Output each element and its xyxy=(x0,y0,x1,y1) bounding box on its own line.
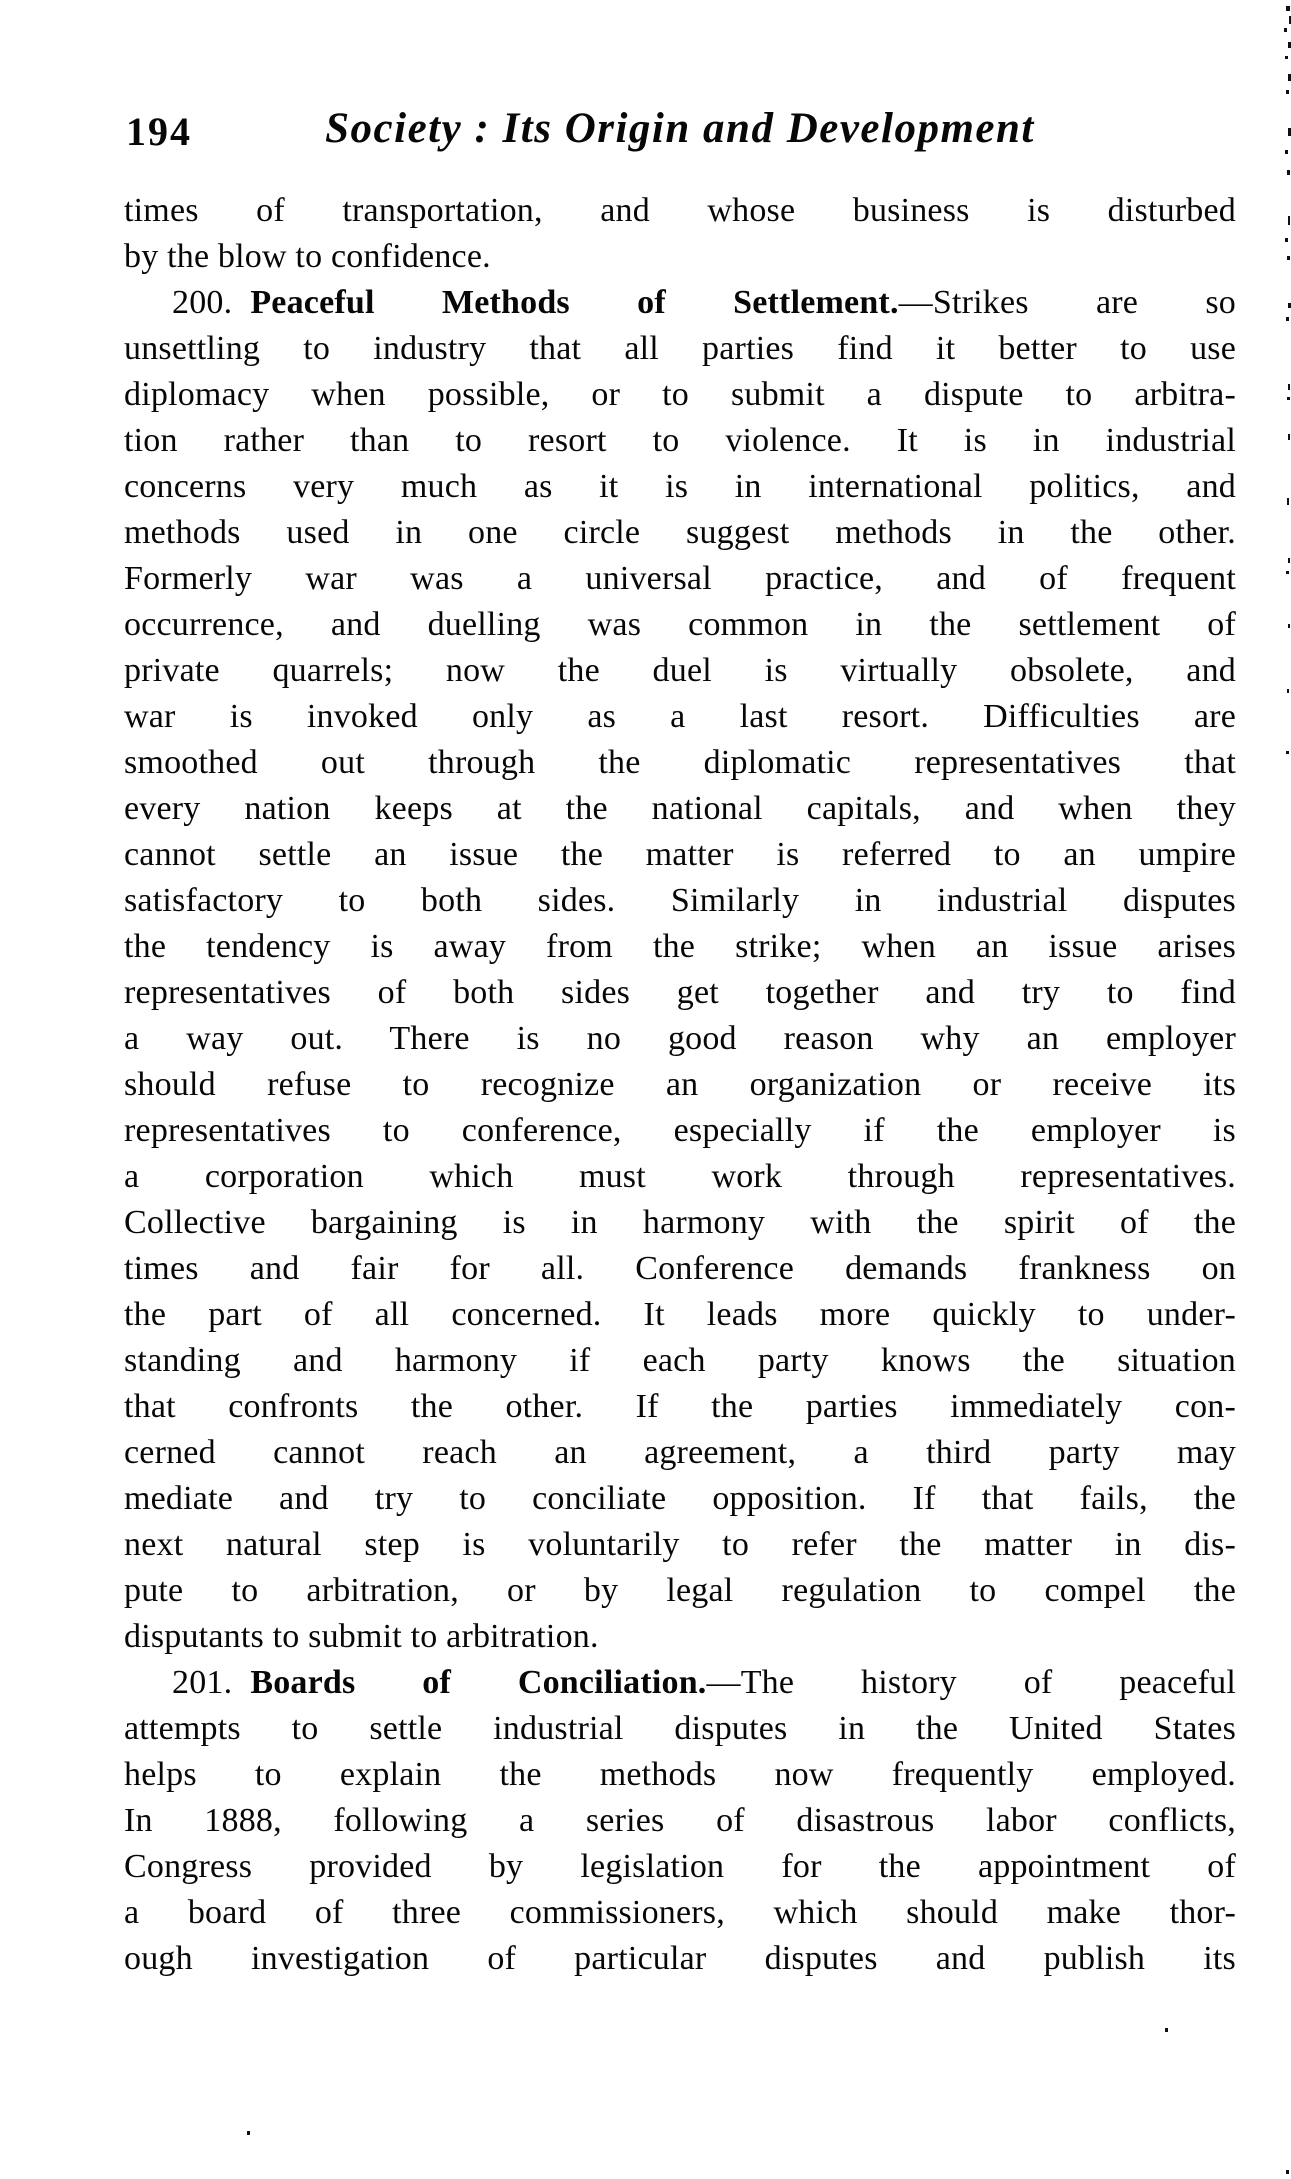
text-segment: standing and harmony if each party knows the situation xyxy=(124,1342,1236,1379)
page-header xyxy=(124,104,1236,158)
scan-speck xyxy=(1287,256,1290,260)
text-segment: cannot settle an issue the matter is referred to an umpire xyxy=(124,836,1236,873)
scan-speck xyxy=(1288,384,1290,390)
text-segment: —The history of peaceful xyxy=(706,1664,1236,1701)
scan-speck xyxy=(1287,689,1289,693)
scan-speck xyxy=(1286,751,1289,754)
scan-speck xyxy=(1288,216,1290,225)
scan-speck xyxy=(1288,434,1290,440)
text-line xyxy=(124,694,1236,740)
scan-speck xyxy=(247,2131,250,2135)
text-line xyxy=(124,1200,1236,1246)
text-segment: a board of three commissioners, which should make thor- xyxy=(124,1894,1236,1931)
scan-speck xyxy=(1286,2170,1289,2174)
text-line xyxy=(124,648,1236,694)
text-line xyxy=(124,1154,1236,1200)
body-text xyxy=(124,188,1236,1982)
scan-speck xyxy=(1287,397,1290,400)
text-block xyxy=(124,104,1236,1982)
text-segment: mediate and try to conciliate opposition. If that fails, the xyxy=(124,1480,1236,1517)
text-line xyxy=(124,1890,1236,1936)
text-segment: times of transportation, and whose business is disturbed xyxy=(124,192,1236,229)
text-segment: Congress provided by legislation for the appointment of xyxy=(124,1848,1236,1885)
scan-speck xyxy=(1288,624,1290,628)
text-segment: the tendency is away from the strike; when an issue arises xyxy=(124,928,1236,965)
text-line xyxy=(124,1246,1236,1292)
text-line xyxy=(124,1614,1236,1660)
text-line xyxy=(124,1292,1236,1338)
text-segment: war is invoked only as a last resort. Difficulties are xyxy=(124,698,1236,735)
text-segment: pute to arbitration, or by legal regulation to compel the xyxy=(124,1572,1236,1609)
text-segment: helps to explain the methods now frequently employed. xyxy=(124,1756,1236,1793)
text-segment: satisfactory to both sides. Similarly in industrial disputes xyxy=(124,882,1236,919)
scan-speck xyxy=(1288,558,1290,563)
text-line xyxy=(124,1936,1236,1982)
scan-speck xyxy=(1287,170,1290,175)
text-segment: Formerly war was a universal practice, and of frequent xyxy=(124,560,1236,597)
text-segment: representatives of both sides get together and try to find xyxy=(124,974,1236,1011)
text-line xyxy=(124,1384,1236,1430)
scan-speck xyxy=(1165,2028,1168,2032)
scan-speck xyxy=(1285,238,1288,242)
text-segment: methods used in one circle suggest methods in the other. xyxy=(124,514,1236,551)
running-title: Society : Its Origin and Development xyxy=(325,105,1035,152)
text-segment: every nation keeps at the national capitals, and when they xyxy=(124,790,1236,827)
section-number: 201. xyxy=(172,1664,233,1701)
scan-speck xyxy=(1285,56,1288,59)
text-line xyxy=(124,372,1236,418)
text-segment: a way out. There is no good reason why an employer xyxy=(124,1020,1236,1057)
text-segment: tion rather than to resort to violence. It is in industrial xyxy=(124,422,1236,459)
text-segment: smoothed out through the diplomatic representatives that xyxy=(124,744,1236,781)
text-line xyxy=(124,326,1236,372)
text-line xyxy=(124,1476,1236,1522)
text-line xyxy=(124,1706,1236,1752)
scan-speck xyxy=(1287,498,1289,505)
text-segment: diplomacy when possible, or to submit a dispute to arbitra- xyxy=(124,376,1236,413)
scan-speck xyxy=(1286,90,1289,94)
text-segment: occurrence, and duelling was common in the settlement of xyxy=(124,606,1236,643)
text-segment: times and fair for all. Conference demands frankness on xyxy=(124,1250,1236,1287)
text-segment: a corporation which must work through representatives. xyxy=(124,1158,1236,1195)
text-line xyxy=(124,832,1236,878)
scan-speck xyxy=(1286,6,1290,11)
text-line xyxy=(124,1660,1236,1706)
text-line xyxy=(124,740,1236,786)
page-number: 194 xyxy=(126,109,192,154)
scan-speck xyxy=(1285,150,1288,154)
text-segment: cerned cannot reach an agreement, a third party may xyxy=(124,1434,1236,1471)
text-segment: Collective bargaining is in harmony with the spirit of the xyxy=(124,1204,1236,1241)
text-line xyxy=(124,1430,1236,1476)
text-line xyxy=(124,1798,1236,1844)
section-title: Peaceful Methods of Settlement. xyxy=(250,284,899,321)
text-line xyxy=(124,1568,1236,1614)
text-line xyxy=(124,556,1236,602)
text-line xyxy=(124,234,1236,280)
text-line xyxy=(124,970,1236,1016)
text-line xyxy=(124,1844,1236,1890)
text-segment: the part of all concerned. It leads more quickly to under- xyxy=(124,1296,1236,1333)
text-line xyxy=(124,1016,1236,1062)
section-title: Boards of Conciliation. xyxy=(250,1664,707,1701)
text-segment: should refuse to recognize an organization or receive its xyxy=(124,1066,1236,1103)
text-segment: attempts to settle industrial disputes in the United States xyxy=(124,1710,1236,1747)
text-line xyxy=(124,1752,1236,1798)
text-segment: representatives to conference, especially if the employer is xyxy=(124,1112,1236,1149)
text-segment: unsettling to industry that all parties find it better to use xyxy=(124,330,1236,367)
text-line xyxy=(124,418,1236,464)
text-line xyxy=(124,1522,1236,1568)
text-segment: —Strikes are so xyxy=(898,284,1236,321)
text-line xyxy=(124,602,1236,648)
text-line xyxy=(124,924,1236,970)
text-segment: In 1888, following a series of disastrous labor conflicts, xyxy=(124,1802,1236,1839)
text-segment: ough investigation of particular disputes and publish its xyxy=(124,1940,1236,1977)
text-line xyxy=(124,510,1236,556)
text-line xyxy=(124,1338,1236,1384)
text-line xyxy=(124,1062,1236,1108)
text-segment: that confronts the other. If the parties immediately con- xyxy=(124,1388,1236,1425)
text-segment: concerns very much as it is in international politics, and xyxy=(124,468,1236,505)
scan-speck xyxy=(1284,28,1287,32)
text-line xyxy=(124,188,1236,234)
text-line xyxy=(124,786,1236,832)
text-segment: private quarrels; now the duel is virtually obsolete, and xyxy=(124,652,1236,689)
text-segment: disputants to submit to arbitration. xyxy=(124,1618,599,1655)
section-number: 200. xyxy=(172,284,233,321)
text-segment: by the blow to confidence. xyxy=(124,238,491,275)
text-line xyxy=(124,878,1236,924)
scan-speck xyxy=(1286,317,1289,321)
text-segment: next natural step is voluntarily to refer the matter in dis- xyxy=(124,1526,1236,1563)
text-line xyxy=(124,280,1236,326)
text-line xyxy=(124,1108,1236,1154)
scan-speck xyxy=(1286,571,1289,574)
text-line xyxy=(124,464,1236,510)
